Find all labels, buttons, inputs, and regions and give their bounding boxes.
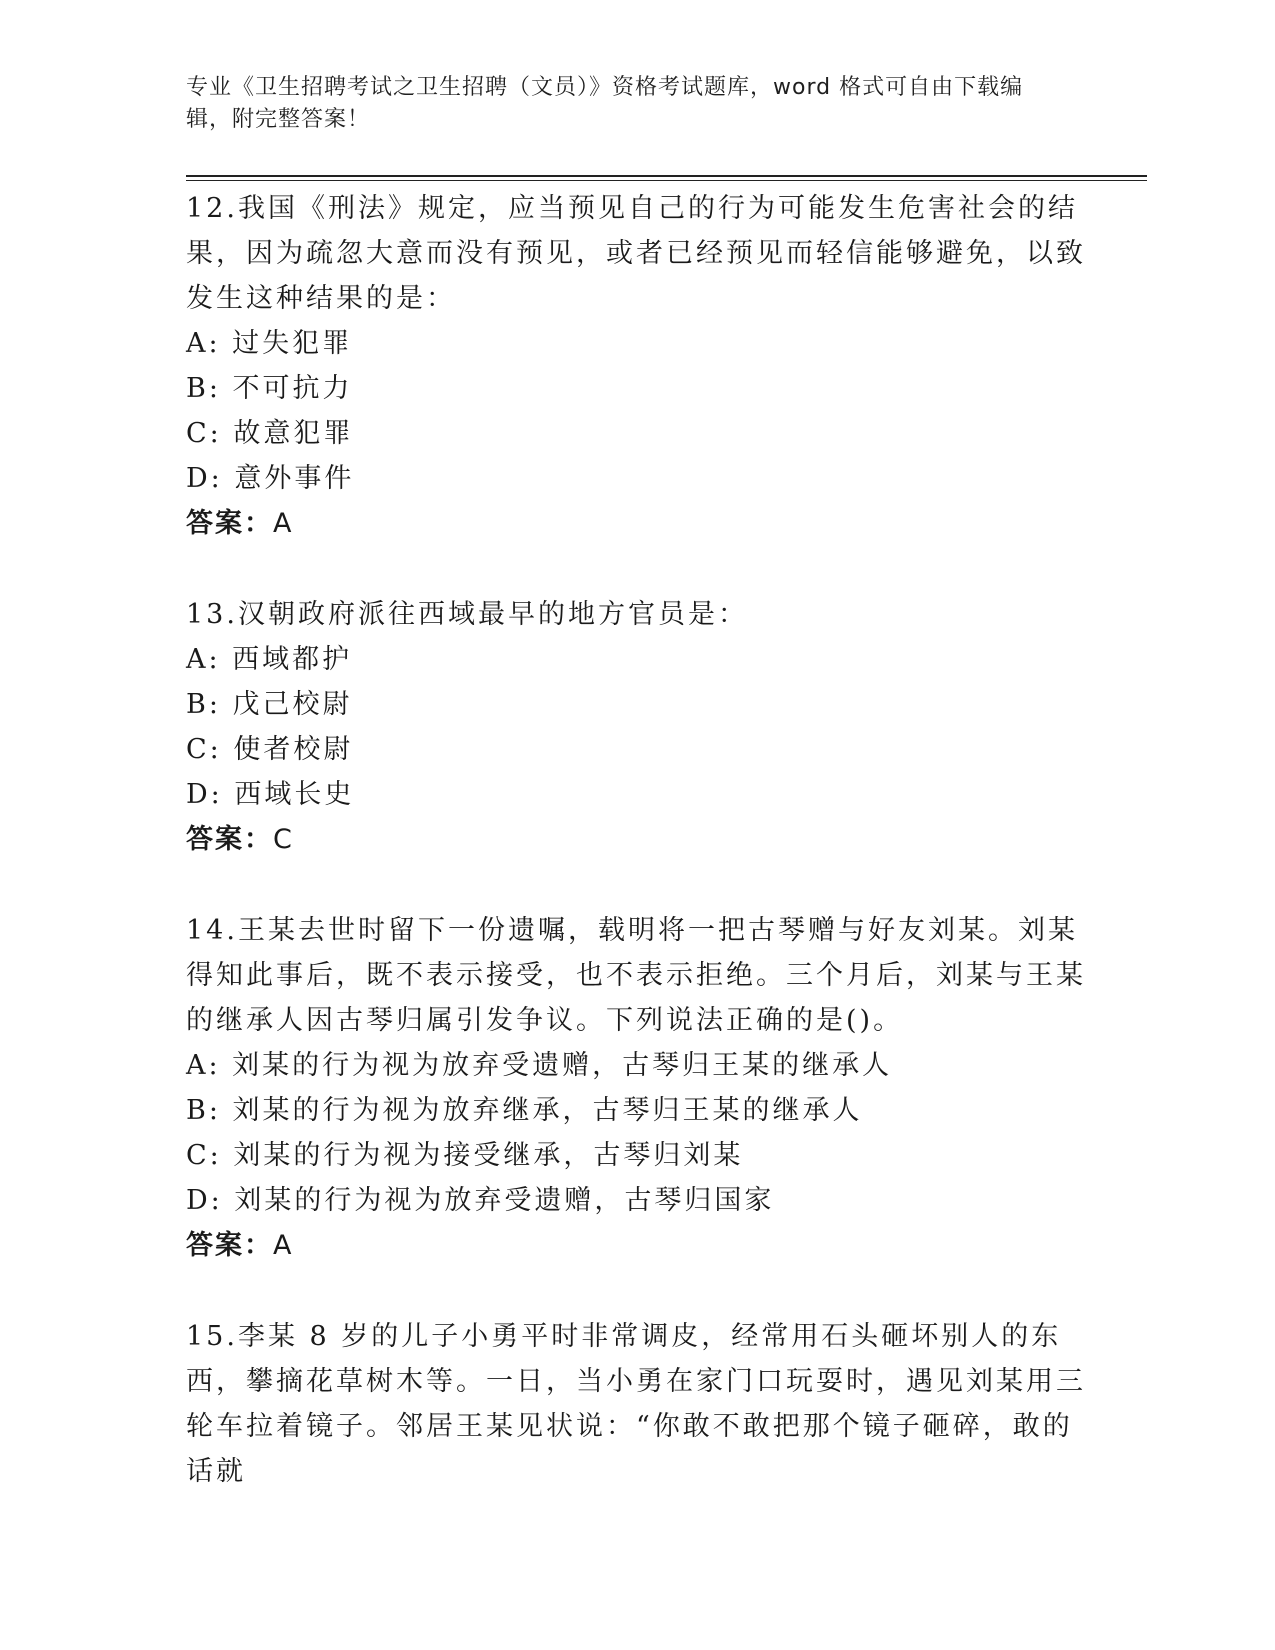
question-stem: 15.李某 8 岁的儿子小勇平时非常调皮，经常用石头砸坏别人的东西，攀摘花草树木等。一日，当小勇在家门口玩耍时，遇见刘某用三轮车拉着镜子。邻居王某见状说：“你敢不敢把那个镜子砸碎，敢的话就 (186, 1321, 1086, 1487)
answer-value: C (273, 824, 294, 855)
option-d: D: 刘某的行为视为放弃受遗赠，古琴归国家 (186, 1185, 775, 1216)
option-c: C: 刘某的行为视为接受继承，古琴归刘某 (186, 1140, 744, 1171)
option-b: B: 刘某的行为视为放弃继承，古琴归王某的继承人 (186, 1095, 863, 1126)
question-14 (186, 908, 1086, 1268)
document-header-note: 专业《卫生招聘考试之卫生招聘（文员）》资格考试题库，word 格式可自由下载编辑，附完整答案！ (186, 75, 1024, 132)
header-divider-thin (186, 180, 1147, 181)
option-b: B: 戊己校尉 (186, 689, 353, 720)
answer-line (186, 1223, 1086, 1268)
question-13 (186, 592, 1086, 862)
answer-line (186, 817, 1086, 862)
option-a: A: 刘某的行为视为放弃受遗赠，古琴归王某的继承人 (186, 1050, 893, 1081)
option-b: B: 不可抗力 (186, 373, 353, 404)
question-stem: 14.王某去世时留下一份遗嘱，载明将一把古琴赠与好友刘某。刘某得知此事后，既不表示接受，也不表示拒绝。三个月后，刘某与王某的继承人因古琴归属引发争议。下列说法正确的是()。 (186, 915, 1086, 1036)
answer-label: 答案： (186, 508, 273, 539)
header-divider-thick (186, 175, 1147, 177)
answer-label: 答案： (186, 1230, 273, 1261)
question-12 (186, 186, 1086, 546)
option-c: C: 使者校尉 (186, 734, 354, 765)
question-15 (186, 1314, 1086, 1494)
option-d: D: 西域长史 (186, 779, 355, 810)
question-stem: 12.我国《刑法》规定，应当预见自己的行为可能发生危害社会的结果，因为疏忽大意而没有预见，或者已经预见而轻信能够避免，以致发生这种结果的是： (186, 193, 1086, 314)
answer-value: A (273, 508, 294, 539)
question-stem: 13.汉朝政府派往西域最早的地方官员是： (186, 599, 748, 630)
option-c: C: 故意犯罪 (186, 418, 354, 449)
option-a: A: 西域都护 (186, 644, 353, 675)
answer-label: 答案： (186, 824, 273, 855)
answer-line (186, 501, 1086, 546)
question-list (186, 186, 1086, 1540)
answer-value: A (273, 1230, 294, 1261)
option-a: A: 过失犯罪 (186, 328, 353, 359)
option-d: D: 意外事件 (186, 463, 355, 494)
